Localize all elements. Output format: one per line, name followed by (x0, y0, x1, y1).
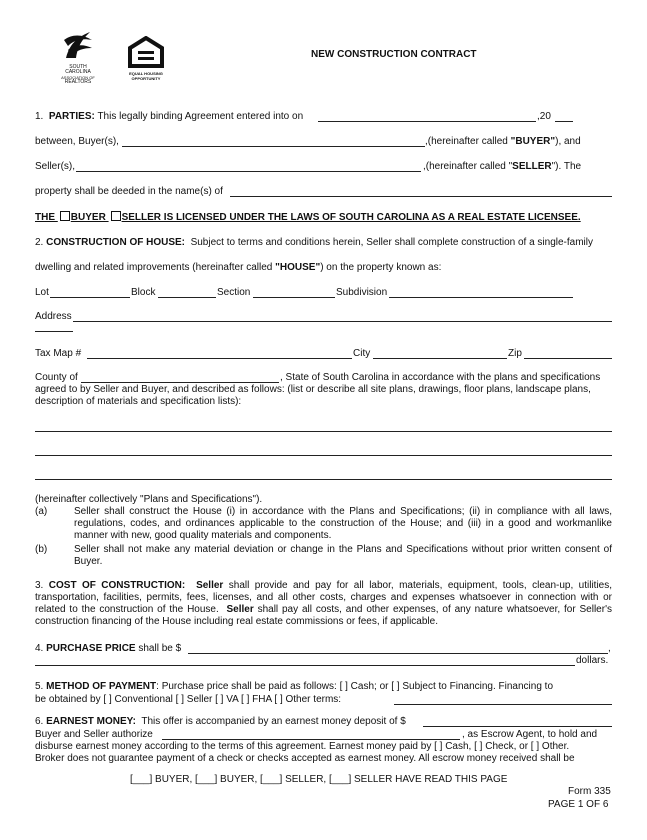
buyer-hc-text: ,(hereinafter called (425, 136, 511, 147)
buyer-end-text: ), and (555, 136, 581, 147)
tax-map-field[interactable] (87, 358, 352, 359)
seller-label: Seller(s), (35, 161, 76, 172)
section-field[interactable] (253, 297, 335, 298)
year-field[interactable] (555, 121, 573, 122)
item-b-label: (b) (35, 544, 48, 555)
zip-field[interactable] (524, 358, 612, 359)
earnest-escrow-text: , as Escrow Agent, to hold and (462, 729, 598, 740)
construction-line-1 (35, 237, 593, 249)
buyer-term: "BUYER" (510, 136, 556, 147)
price-words-field[interactable] (35, 665, 575, 666)
earnest-text-3: disburse earnest money according to the terms of this agreement. Earnest money paid by [ ] Cash, [ ] Check, or [ ] Other. (35, 741, 570, 752)
price-text: shall be $ (138, 643, 182, 654)
construction-text-1: Subject to terms and conditions herein, Seller shall complete construction of a single-family (190, 237, 593, 248)
logo-text-1: SOUTH (69, 64, 87, 70)
block-label: Block (131, 287, 156, 298)
payment-text-2: be obtained by [ ] Conventional [ ] Seller [ ] VA [ ] FHA [ ] Other terms: (35, 694, 342, 705)
item-b-text: Seller shall not make any material deviation or change in the Plans and Specifications without prior written consent of Buyer. (74, 544, 612, 567)
licensee-buyer: BUYER (70, 212, 109, 223)
seller-hereinafter (423, 161, 581, 173)
payment-line-1 (35, 681, 553, 693)
section-2-label: CONSTRUCTION OF HOUSE: (46, 237, 186, 248)
seller-term: SELLER (512, 161, 552, 172)
deeded-name-field[interactable] (230, 196, 612, 197)
equal-housing-icon (128, 36, 164, 68)
cost-text-1: shall provide and pay for all labor, materials, equipment, tools, clean-up, utilities, transportation, facilities, permits, fees, licenses, and all other costs, charges and expenses whatsoever in connection with or related to the construction of the House. (35, 580, 613, 615)
construction-line-2 (35, 262, 441, 274)
county-label: County of (35, 372, 78, 383)
section-3-number: 3. (35, 580, 44, 591)
item-a-label: (a) (35, 506, 48, 517)
dollars-label: dollars. (576, 655, 609, 666)
licensee-rest: SELLER IS LICENSED UNDER THE LAWS OF SOUTH CAROLINA AS A REAL ESTATE LICENSEE. (121, 212, 581, 223)
payment-text-1: : Purchase price shall be paid as follows: [ ] Cash; or [ ] Subject to Financing. Financing to (156, 681, 554, 692)
address-field-continued[interactable] (35, 331, 73, 332)
address-field[interactable] (73, 321, 612, 322)
section-1-label: PARTIES: (48, 111, 95, 122)
earnest-text-4: Broker does not guarantee payment of a check or checks accepted as earnest money. All escrow money received shall be (35, 753, 575, 764)
lot-field[interactable] (50, 297, 130, 298)
equal-housing-logo (120, 36, 172, 86)
item-a-text: Seller shall construct the House (i) in accordance with the Plans and Specifications; (ii) in compliance with all laws, regulations, codes, and ordinances applicable to the construction of the House; and (iii) in a good and workmanlike manner with new, good quality materials and components. (74, 506, 612, 541)
lot-label: Lot (35, 287, 49, 298)
section-3-label: COST OF CONSTRUCTION: (48, 580, 186, 591)
collectively-text: (hereinafter collectively "Plans and Specifications"). (35, 494, 263, 505)
construction-text-2b: ) on the property known as: (320, 262, 442, 273)
section-4-label: PURCHASE PRICE (46, 643, 136, 654)
logo-text-3: ASSOCIATION OF (61, 75, 95, 80)
cost-text-2: shall pay all costs, and other expenses, of any nature whatsoever, for Seller's construction financing of the House including real estate commissions or fees, if applicable. (35, 604, 612, 627)
address-label: Address (35, 311, 72, 322)
price-amount-field[interactable] (188, 653, 608, 654)
scr-logo (60, 28, 96, 84)
section-6-number: 6. (35, 716, 44, 727)
city-label: City (353, 348, 371, 359)
licensee-statement (35, 211, 581, 224)
page-number: PAGE 1 OF 6 (548, 799, 609, 810)
plans-description-line-2[interactable] (35, 455, 612, 456)
year-label: ,20 (537, 111, 551, 122)
seller-hc-text: ,(hereinafter called " (423, 161, 513, 172)
earnest-authorize: Buyer and Seller authorize (35, 729, 153, 740)
zip-label: Zip (508, 348, 522, 359)
section-5-label: METHOD OF PAYMENT (46, 681, 157, 692)
parties-text: This legally binding Agreement entered into on (97, 111, 304, 122)
price-line (35, 643, 181, 655)
plans-description-line-1[interactable] (35, 431, 612, 432)
escrow-agent-field[interactable] (162, 739, 460, 740)
earnest-amount-field[interactable] (423, 726, 612, 727)
buyer-licensee-checkbox[interactable] (60, 211, 70, 221)
section-1-number: 1. (35, 111, 44, 122)
section-4-number: 4. (35, 643, 44, 654)
cost-seller-2: Seller (226, 604, 254, 615)
palmetto-icon (60, 28, 96, 62)
agreement-date-field[interactable] (318, 121, 536, 122)
tax-map-label: Tax Map # (35, 348, 82, 359)
deeded-label: property shall be deeded in the name(s) of (35, 186, 223, 197)
subdivision-label: Subdivision (336, 287, 388, 298)
initials-line: [___] BUYER, [___] BUYER, [___] SELLER, [___] SELLER HAVE READ THIS PAGE (130, 774, 508, 785)
earnest-line-1 (35, 716, 406, 728)
page-title: NEW CONSTRUCTION CONTRACT (311, 49, 477, 60)
buyer-hereinafter (425, 136, 581, 148)
other-terms-field[interactable] (394, 704, 612, 705)
house-term: "HOUSE" (275, 262, 321, 273)
between-label: between, Buyer(s), (35, 136, 119, 147)
buyer-name-field[interactable] (122, 146, 425, 147)
county-text: , State of South Carolina in accordance with the plans and specifications (280, 372, 601, 383)
logo-text-4: REALTORS (64, 79, 92, 85)
subdivision-field[interactable] (389, 297, 573, 298)
block-field[interactable] (158, 297, 216, 298)
county-field[interactable] (81, 382, 279, 383)
city-field[interactable] (373, 358, 507, 359)
plans-description-line-3[interactable] (35, 479, 612, 480)
form-number: Form 335 (568, 786, 611, 797)
price-comma: , (608, 643, 611, 654)
seller-end-text: "). The (551, 161, 582, 172)
section-6-label: EARNEST MONEY: (46, 716, 136, 727)
seller-name-field[interactable] (76, 171, 421, 172)
earnest-text-1: This offer is accompanied by an earnest money deposit of $ (141, 716, 406, 727)
cost-seller-1: Seller (196, 580, 224, 591)
construction-text-2a: dwelling and related improvements (hereinafter called (35, 262, 276, 273)
cost-paragraph (35, 580, 612, 628)
seller-licensee-checkbox[interactable] (111, 211, 121, 221)
logo-text-2: CAROLINA (65, 69, 91, 75)
licensee-the: THE (35, 212, 58, 223)
equal-housing-label: EQUAL HOUSING OPPORTUNITY (129, 71, 163, 81)
parties-line-1 (35, 111, 303, 123)
county-text-2: agreed to by Seller and Buyer, and described as follows: (list or describe all site plans, drawings, floor plans, landscape plans, (35, 384, 591, 395)
section-2-number: 2. (35, 237, 44, 248)
section-5-number: 5. (35, 681, 44, 692)
section-label: Section (217, 287, 251, 298)
county-text-3: description of materials and specification lists): (35, 396, 242, 407)
